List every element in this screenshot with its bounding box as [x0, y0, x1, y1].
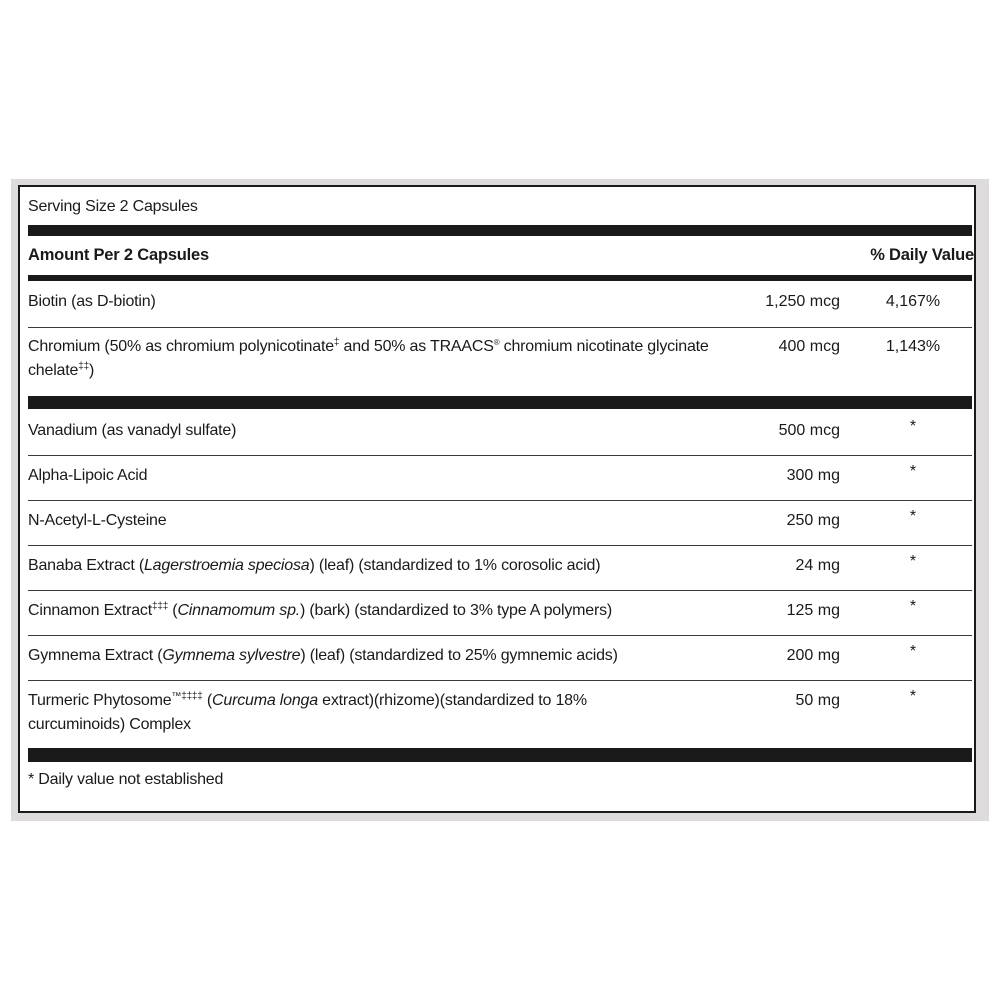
- nutrient-name: N-Acetyl-L-Cysteine: [28, 512, 167, 529]
- nutrient-row-n-acetyl-l-cysteine: [28, 509, 972, 546]
- nutrient-daily-value: 4,167%: [885, 293, 941, 310]
- nutrient-row-biotin: [28, 290, 972, 328]
- nutrient-name: Cinnamon Extract‡‡‡ (Cinnamomum sp.) (bark) (standardized to 3% type A polymers): [28, 601, 613, 619]
- nutrient-row-chromium: [28, 335, 972, 393]
- nutrient-daily-value: 1,143%: [885, 338, 941, 355]
- divider-bar: [28, 275, 972, 281]
- nutrient-daily-value: *: [909, 463, 917, 480]
- nutrient-daily-value: *: [909, 688, 917, 705]
- nutrient-row-alpha-lipoic-acid: [28, 464, 972, 501]
- nutrient-amount: 200 mg: [786, 647, 840, 664]
- divider-bar: [28, 748, 972, 762]
- nutrient-amount: 50 mg: [795, 692, 840, 709]
- nutrient-row-vanadium: [28, 419, 972, 456]
- nutrient-amount: 250 mg: [786, 512, 840, 529]
- divider-bar: [28, 225, 972, 236]
- serving-size: Serving Size 2 Capsules: [28, 198, 198, 215]
- daily-value-header: % Daily Value: [870, 246, 974, 264]
- nutrient-name: Banaba Extract (Lagerstroemia speciosa) (leaf) (standardized to 1% corosolic acid): [28, 557, 601, 574]
- nutrient-name: Alpha-Lipoic Acid: [28, 467, 148, 484]
- nutrient-row-cinnamon-extract: [28, 599, 972, 636]
- nutrient-name: Biotin (as D-biotin): [28, 293, 156, 310]
- nutrient-name: Turmeric Phytosome™‡‡‡‡ (Curcuma longa extract)(rhizome)(standardized to 18% curcuminoids) Complex: [28, 691, 587, 733]
- nutrient-amount: 400 mcg: [778, 338, 840, 355]
- supplement-facts-panel: [18, 185, 976, 813]
- divider-bar: [28, 396, 972, 409]
- nutrient-row-gymnema-extract: [28, 644, 972, 681]
- nutrient-amount: 1,250 mcg: [765, 293, 840, 310]
- nutrient-daily-value: *: [909, 553, 917, 570]
- nutrient-amount: 300 mg: [786, 467, 840, 484]
- footnote: * Daily value not established: [28, 771, 224, 788]
- nutrient-daily-value: *: [909, 598, 917, 615]
- nutrient-amount: 24 mg: [795, 557, 840, 574]
- nutrient-name: Vanadium (as vanadyl sulfate): [28, 422, 237, 439]
- nutrient-daily-value: *: [909, 508, 917, 525]
- nutrient-row-banaba-extract: [28, 554, 972, 591]
- nutrient-daily-value: *: [909, 418, 917, 435]
- nutrient-name: Gymnema Extract (Gymnema sylvestre) (leaf) (standardized to 25% gymnemic acids): [28, 647, 618, 664]
- nutrient-name: Chromium (50% as chromium polynicotinate‡ and 50% as TRAACS® chromium nicotinate glycinate chelate‡‡): [28, 337, 709, 379]
- nutrient-amount: 125 mg: [786, 602, 840, 619]
- amount-per-serving-header: Amount Per 2 Capsules: [28, 246, 210, 264]
- nutrient-daily-value: *: [909, 643, 917, 660]
- nutrient-row-turmeric-phytosome: [28, 689, 972, 745]
- nutrient-amount: 500 mcg: [778, 422, 840, 439]
